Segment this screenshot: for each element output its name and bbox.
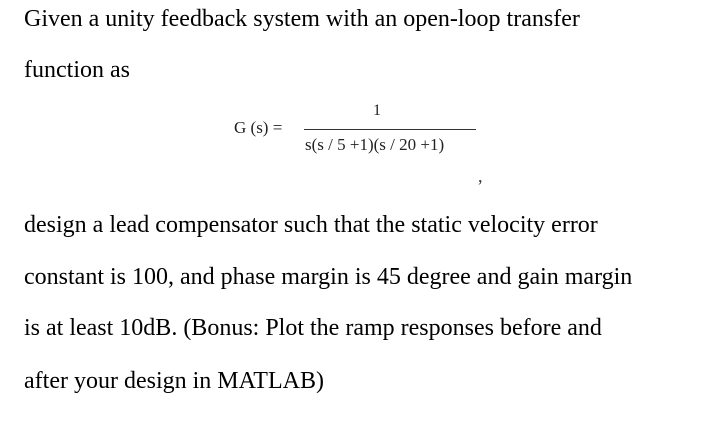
equation-lhs: G (s) =	[234, 118, 283, 137]
problem-text-line-1: Given a unity feedback system with an open-loop transfer	[24, 6, 580, 32]
equation-denominator: s(s / 5 +1)(s / 20 +1)	[305, 135, 445, 154]
problem-text-line-5: is at least 10dB. (Bonus: Plot the ramp responses before and	[24, 315, 602, 341]
fraction-bar	[304, 129, 476, 130]
problem-text-line-6: after your design in MATLAB)	[24, 368, 324, 394]
problem-text-line-2: function as	[24, 57, 130, 83]
problem-text-line-3: design a lead compensator such that the static velocity error	[24, 212, 598, 238]
equation-numerator: 1	[373, 102, 381, 119]
problem-text-line-4: constant is 100, and phase margin is 45 degree and gain margin	[24, 264, 633, 290]
equation-trailing-comma: ,	[478, 166, 483, 186]
